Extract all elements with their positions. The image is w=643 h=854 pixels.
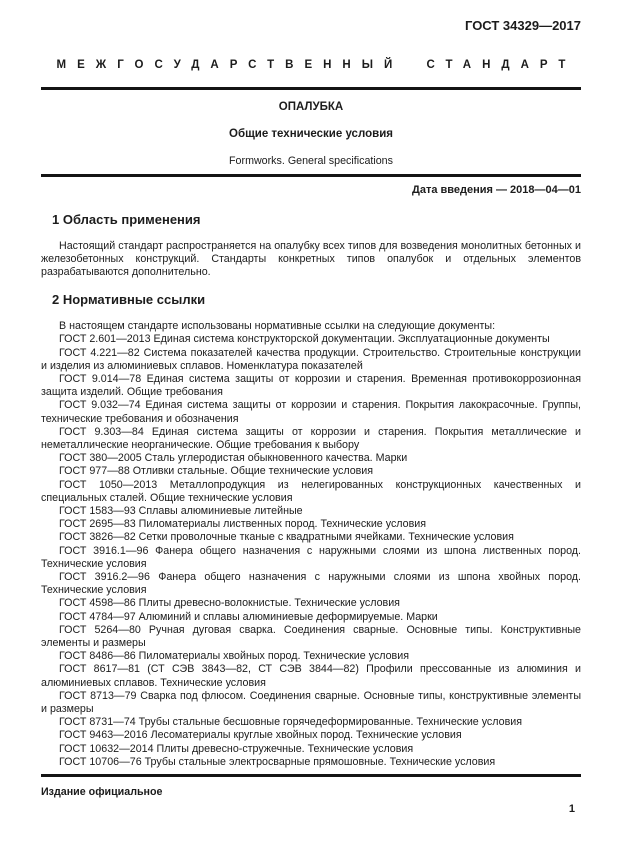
reference-item: ГОСТ 8486—86 Пиломатериалы хвойных пород. Технические условия — [59, 650, 409, 663]
reference-item: ГОСТ 9.303—84 Единая система защиты от коррозии и старения. Покрытия металлические и неметаллические неорганические. Общие требования к выбору — [41, 425, 581, 451]
doc-code: ГОСТ 34329—2017 — [465, 18, 581, 33]
document-subtitle: Общие технические условия — [229, 128, 393, 140]
reference-item: ГОСТ 10706—76 Трубы стальные электросварные прямошовные. Технические условия — [59, 755, 496, 768]
document-title-english: Formworks. General specifications — [229, 155, 393, 167]
reference-item: ГОСТ 8731—74 Трубы стальные бесшовные горячедеформированные. Технические условия — [59, 716, 523, 729]
scope-section-body — [41, 240, 581, 280]
reference-item: ГОСТ 977—88 Отливки стальные. Общие технические условия — [59, 465, 374, 478]
reference-item: ГОСТ 380—2005 Сталь углеродистая обыкновенного качества. Марки — [59, 452, 408, 465]
reference-item: ГОСТ 2.601—2013 Единая система конструкторской документации. Эксплуатационные документы — [59, 333, 550, 346]
reference-item: ГОСТ 9.032—74 Единая система защиты от коррозии и старения. Покрытия лакокрасочные. Группы, технические требования и обозначения — [41, 399, 581, 425]
reference-item: ГОСТ 1050—2013 Металлопродукция из нелегированных конструкционных качественных и специальных сталей. Общие технические условия — [41, 478, 581, 504]
standard-type-heading: МЕЖГОСУДАРСТВЕННЫЙ СТАНДАРТ — [56, 59, 577, 71]
reference-item: ГОСТ 2695—83 Пиломатериалы лиственных пород. Технические условия — [59, 518, 427, 531]
horizontal-rule-footer — [41, 774, 581, 777]
horizontal-rule-top — [41, 87, 581, 90]
reference-item: ГОСТ 3916.1—96 Фанера общего назначения с наружными слоями из шпона лиственных пород. Технические условия — [41, 544, 581, 570]
references-list — [41, 333, 581, 769]
reference-item: ГОСТ 4784—97 Алюминий и сплавы алюминиевые деформируемые. Марки — [59, 610, 438, 623]
page-number: 1 — [568, 802, 575, 815]
scope-paragraph: Настоящий стандарт распространяется на опалубку всех типов для возведения монолитных бетонных и железобетонных конструкций. Стандарты конкретных типов опалубок и отдельных элементов разрабатываются дополнительно. — [41, 239, 581, 278]
reference-item: ГОСТ 5264—80 Ручная дуговая сварка. Соединения сварные. Основные типы. Конструктивные элементы и размеры — [41, 623, 581, 649]
reference-item: ГОСТ 9.014—78 Единая система защиты от коррозии и старения. Временная противокоррозионная защита изделий. Общие требования — [41, 372, 581, 399]
reference-item: ГОСТ 9463—2016 Лесоматериалы круглые хвойных пород. Технические условия — [59, 729, 462, 742]
reference-item: ГОСТ 10632—2014 Плиты древесно-стружечные. Технические условия — [59, 742, 414, 755]
references-section-body — [41, 320, 581, 769]
reference-item: ГОСТ 8617—81 (СТ СЭВ 3843—82, СТ СЭВ 3844—82) Профили прессованные из алюминия и алюминиевых сплавов. Технические условия — [41, 663, 581, 689]
effective-date: Дата введения — 2018—04—01 — [412, 183, 581, 196]
reference-item: ГОСТ 4.221—82 Система показателей качества продукции. Строительство. Строительные конструкции и изделия из алюминиевых сплавов. Номенклатура показателей — [41, 346, 581, 372]
reference-item: ГОСТ 1583—93 Сплавы алюминиевые литейные — [59, 504, 303, 517]
reference-item: ГОСТ 3826—82 Сетки проволочные тканые с квадратными ячейками. Технические условия — [59, 531, 514, 544]
horizontal-rule-title — [41, 174, 581, 177]
references-intro: В настоящем стандарте использованы нормативные ссылки на следующие документы: — [59, 320, 496, 333]
section-heading-references: 2 Нормативные ссылки — [52, 292, 206, 308]
reference-item: ГОСТ 3916.2—96 Фанера общего назначения с наружными слоями из шпона хвойных пород. Технические условия — [41, 570, 581, 597]
reference-item: ГОСТ 4598—86 Плиты древесно-волокнистые. Технические условия — [59, 597, 400, 610]
edition-note: Издание официальное — [41, 785, 163, 798]
section-heading-scope: 1 Область применения — [52, 211, 201, 227]
document-title: ОПАЛУБКА — [278, 101, 344, 113]
reference-item: ГОСТ 8713—79 Сварка под флюсом. Соединения сварные. Основные типы, конструктивные элементы и размеры — [41, 689, 581, 715]
